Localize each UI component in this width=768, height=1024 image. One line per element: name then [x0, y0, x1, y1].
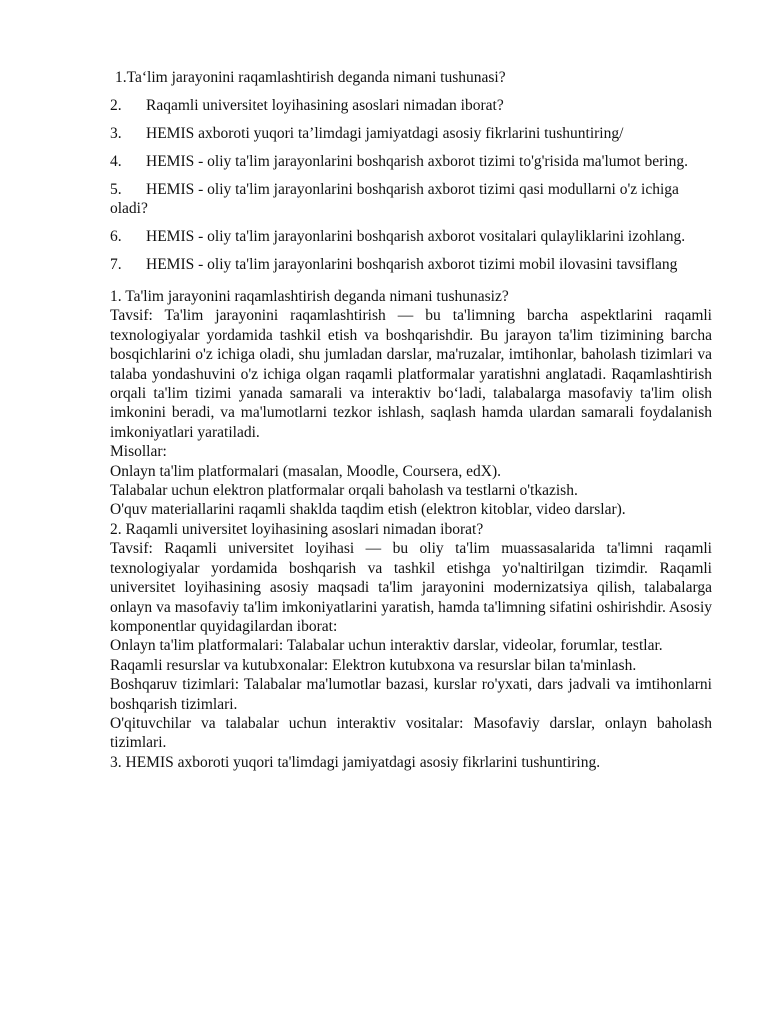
answer-3-heading: 3. HEMIS axboroti yuqori ta'limdagi jamiyatdagi asosiy fikrlarini tushuntiring. [110, 753, 601, 771]
question-number: 7. [110, 256, 122, 273]
answer-2-item: Raqamli resurslar va kutubxonalar: Elektron kutubxona va resurslar bilan ta'minlash. [110, 656, 637, 674]
answer-1-description: Tavsif: Ta'lim jarayonini raqamlashtirish — bu ta'limning barcha aspektlarini raqamli texnologiyalar yordamida tashkil etish va boshqarishdir. Bu jarayon ta'lim tizimining barcha bosqichlarini o'z ichiga oladi, shu jumladan darslar, ma'ruzalar, imtihonlar, baholash tizimlari va talaba yondashuvini o'z ichiga olgan raqamli platformalar yaratishni anglatadi. Raqamlashtirish orqali ta'lim tizimi yanada samarali va interaktiv bo‘ladi, talabalarga masofaviy ta'lim olish imkonini beradi, va ma'lumotlarni tezkor ishlash, saqlash hamda ulardan samarali foydalanish imkoniyatlari yaratiladi. [110, 307, 712, 441]
answer-1-example: O'quv materiallarini raqamli shaklda taqdim etish (elektron kitoblar, video darslar). [110, 501, 626, 519]
question-number: 2. [110, 97, 122, 114]
answer-1-example: Talabalar uchun elektron platformalar orqali baholash va testlarni o'tkazish. [110, 482, 578, 500]
question-text: Raqamli universitet loyihasining asoslari nimadan iborat? [146, 97, 504, 114]
answers-section [110, 287, 712, 772]
question-number: 4. [110, 153, 122, 170]
question-text: HEMIS - oliy ta'lim jarayonlarini boshqarish axborot tizimi qasi modullarni o'z ichiga oladi? [110, 181, 679, 217]
answer-1-heading: 1. Ta'lim jarayonini raqamlashtirish deganda nimani tushunasiz? [110, 288, 509, 305]
question-item [110, 227, 712, 246]
question-number: 6. [110, 228, 122, 245]
document-page [110, 68, 712, 772]
question-number: 5. [110, 181, 122, 198]
question-item [110, 180, 712, 218]
answer-2-heading: 2. Raqamli universitet loyihasining asoslari nimadan iborat? [110, 520, 484, 538]
answer-2-item: Onlayn ta'lim platformalari: Talabalar uchun interaktiv darslar, videolar, forumlar, testlar. [110, 637, 663, 655]
question-item [110, 124, 712, 143]
question-number: 3. [110, 125, 122, 142]
answer-1-example: Onlayn ta'lim platformalari (masalan, Moodle, Coursera, edX). [110, 462, 502, 480]
answer-2-item: Boshqaruv tizimlari: Talabalar ma'lumotlar bazasi, kurslar ro'yxati, dars jadvali va imtihonlarni boshqarish tizimlari. [110, 676, 712, 713]
answer-1-examples-label: Misollar: [110, 443, 167, 461]
question-text: Ta‘lim jarayonini raqamlashtirish deganda nimani tushunasi? [126, 69, 506, 86]
answer-2-description: Tavsif: Raqamli universitet loyihasi — bu oliy ta'lim muassasalarida ta'limni raqamli texnologiyalar yordamida boshqarish va tashkil etishga yo'naltirilgan tizimdir. Raqamli universitet loyihasining asosiy maqsadi ta'lim jarayonini modernizatsiya qilish, talabalarga onlayn va masofaviy ta'lim imkoniyatlarini yaratish, hamda ta'limning sifatini oshirishdir. Asosiy komponentlar quyidagilardan iborat: [110, 540, 712, 635]
question-item [110, 68, 712, 87]
question-text: HEMIS - oliy ta'lim jarayonlarini boshqarish axborot vositalari qulayliklarini izohlang. [146, 228, 686, 245]
question-text: HEMIS axboroti yuqori ta’limdagi jamiyatdagi asosiy fikrlarini tushuntiring/ [146, 125, 624, 142]
question-text: HEMIS - oliy ta'lim jarayonlarini boshqarish axborot tizimi mobil ilovasini tavsiflang [146, 256, 678, 273]
question-item [110, 96, 712, 115]
question-number: 1. [115, 69, 127, 86]
answer-2-item: O'qituvchilar va talabalar uchun interaktiv vositalar: Masofaviy darslar, onlayn baholash tizimlari. [110, 714, 712, 752]
question-text: HEMIS - oliy ta'lim jarayonlarini boshqarish axborot tizimi to'g'risida ma'lumot bering. [146, 153, 688, 170]
question-item [110, 152, 712, 171]
question-item [110, 255, 712, 274]
